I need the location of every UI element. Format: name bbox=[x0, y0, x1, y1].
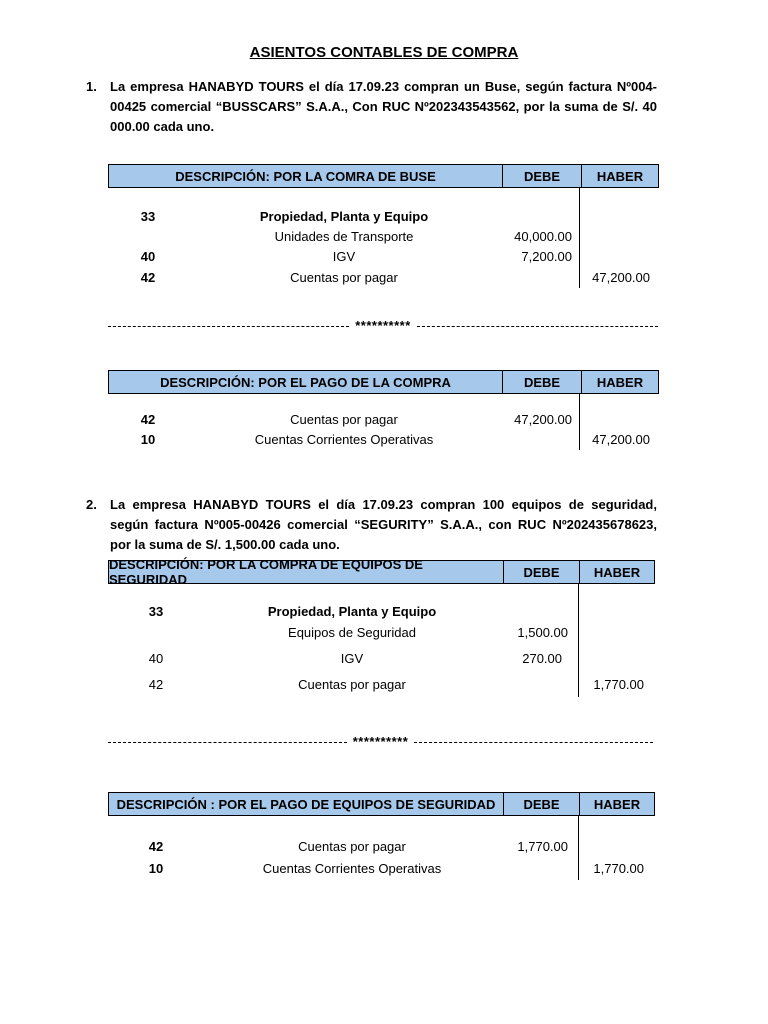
table-4-haber-header: HABER bbox=[593, 796, 641, 812]
table-1-row-4-haber: 47,200.00 bbox=[592, 270, 650, 285]
separator-2-stars: ********** bbox=[352, 734, 409, 749]
table-3-haber-header: HABER bbox=[593, 564, 641, 580]
table-1-debe-header: DEBE bbox=[503, 165, 582, 187]
table-1-haber-header: HABER bbox=[596, 168, 644, 184]
table-3-row-2-debe: 1,500.00 bbox=[517, 625, 568, 640]
separator-1 bbox=[108, 318, 658, 333]
table-1-row-3-desc: IGV bbox=[332, 249, 356, 264]
section-1-paragraph bbox=[86, 77, 657, 137]
separator-2-left-dash bbox=[108, 742, 347, 743]
table-1-row-2-desc: Unidades de Transporte bbox=[274, 229, 414, 244]
separator-2 bbox=[108, 734, 653, 749]
table-1-row-2-debe: 40,000.00 bbox=[514, 229, 572, 244]
table-4-row-2-code: 10 bbox=[148, 861, 164, 876]
table-2-row-2-code: 10 bbox=[140, 432, 156, 447]
table-1-header bbox=[108, 164, 659, 188]
table-3-debe-header: DEBE bbox=[504, 561, 580, 583]
table-2-row-1-desc: Cuentas por pagar bbox=[290, 412, 398, 427]
table-4-row-1-desc: Cuentas por pagar bbox=[298, 839, 406, 854]
table-2-debe-header: DEBE bbox=[503, 371, 582, 393]
section-2-paragraph bbox=[86, 495, 657, 555]
table-1-row-4-desc: Cuentas por pagar bbox=[290, 270, 398, 285]
separator-1-stars: ********** bbox=[355, 318, 411, 333]
document-title: ASIENTOS CONTABLES DE COMPRA bbox=[249, 44, 519, 61]
table-1-desc-header: DESCRIPCIÓN: POR LA COMRA DE BUSE bbox=[109, 165, 503, 187]
section-1-number: 1. bbox=[86, 79, 97, 94]
table-4-debe-header: DEBE bbox=[504, 793, 580, 815]
separator-2-right-dash bbox=[414, 742, 653, 743]
table-3-row-3-code: 40 bbox=[148, 651, 164, 666]
table-3-row-3-debe: 270.00 bbox=[522, 651, 562, 666]
section-1-text: La empresa HANABYD TOURS el día 17.09.23 compran un Buse, según factura Nº004-00425 comercial “BUSSCARS” S.A.A., Con RUC Nº202343543562, por la suma de S/. 40 000.00 cada uno. bbox=[110, 79, 657, 134]
table-2-row-2-haber: 47,200.00 bbox=[592, 432, 650, 447]
table-3-row-2-desc: Equipos de Seguridad bbox=[288, 625, 416, 640]
table-1-row-1-code: 33 bbox=[140, 209, 156, 224]
table-2-haber-header: HABER bbox=[596, 374, 644, 390]
table-2-header bbox=[108, 370, 659, 394]
table-2-row-2-desc: Cuentas Corrientes Operativas bbox=[254, 432, 434, 447]
table-2-row-1-debe: 47,200.00 bbox=[514, 412, 572, 427]
table-4-row-2-desc: Cuentas Corrientes Operativas bbox=[262, 861, 442, 876]
table-4-row-1-debe: 1,770.00 bbox=[517, 839, 568, 854]
table-2-row-1-code: 42 bbox=[140, 412, 156, 427]
table-3-row-1-desc: Propiedad, Planta y Equipo bbox=[267, 604, 437, 619]
separator-1-right-dash bbox=[417, 326, 658, 327]
table-1-row-1-desc: Propiedad, Planta y Equipo bbox=[259, 209, 429, 224]
table-3-header bbox=[108, 557, 655, 587]
table-1-row-3-code: 40 bbox=[140, 249, 156, 264]
section-2-number: 2. bbox=[86, 497, 97, 512]
table-2-desc-header: DESCRIPCIÓN: POR EL PAGO DE LA COMPRA bbox=[109, 371, 503, 393]
table-4-desc-header: DESCRIPCIÓN : POR EL PAGO DE EQUIPOS DE SEGURIDAD bbox=[109, 793, 504, 815]
table-4-row-2-haber: 1,770.00 bbox=[593, 861, 644, 876]
table-3-row-4-desc: Cuentas por pagar bbox=[298, 677, 406, 692]
table-1-row-4-code: 42 bbox=[140, 270, 156, 285]
table-3-row-4-haber: 1,770.00 bbox=[593, 677, 644, 692]
table-3-row-3-desc: IGV bbox=[340, 651, 364, 666]
table-3-row-4-code: 42 bbox=[148, 677, 164, 692]
separator-1-left-dash bbox=[108, 326, 349, 327]
table-1-row-3-debe: 7,200.00 bbox=[521, 249, 572, 264]
table-4-row-1-code: 42 bbox=[148, 839, 164, 854]
table-3-row-1-code: 33 bbox=[148, 604, 164, 619]
table-3-desc-header: DESCRIPCIÓN: POR LA COMPRA DE EQUIPOS DE SEGURIDAD bbox=[109, 561, 504, 583]
table-4-header bbox=[108, 792, 655, 816]
section-2-text: La empresa HANABYD TOURS el día 17.09.23 compran 100 equipos de seguridad, según factura Nº005-00426 comercial “SEGURITY” S.A.A., con RUC Nº202435678623, por la suma de S/. 1,500.00 cada uno. bbox=[110, 497, 657, 552]
